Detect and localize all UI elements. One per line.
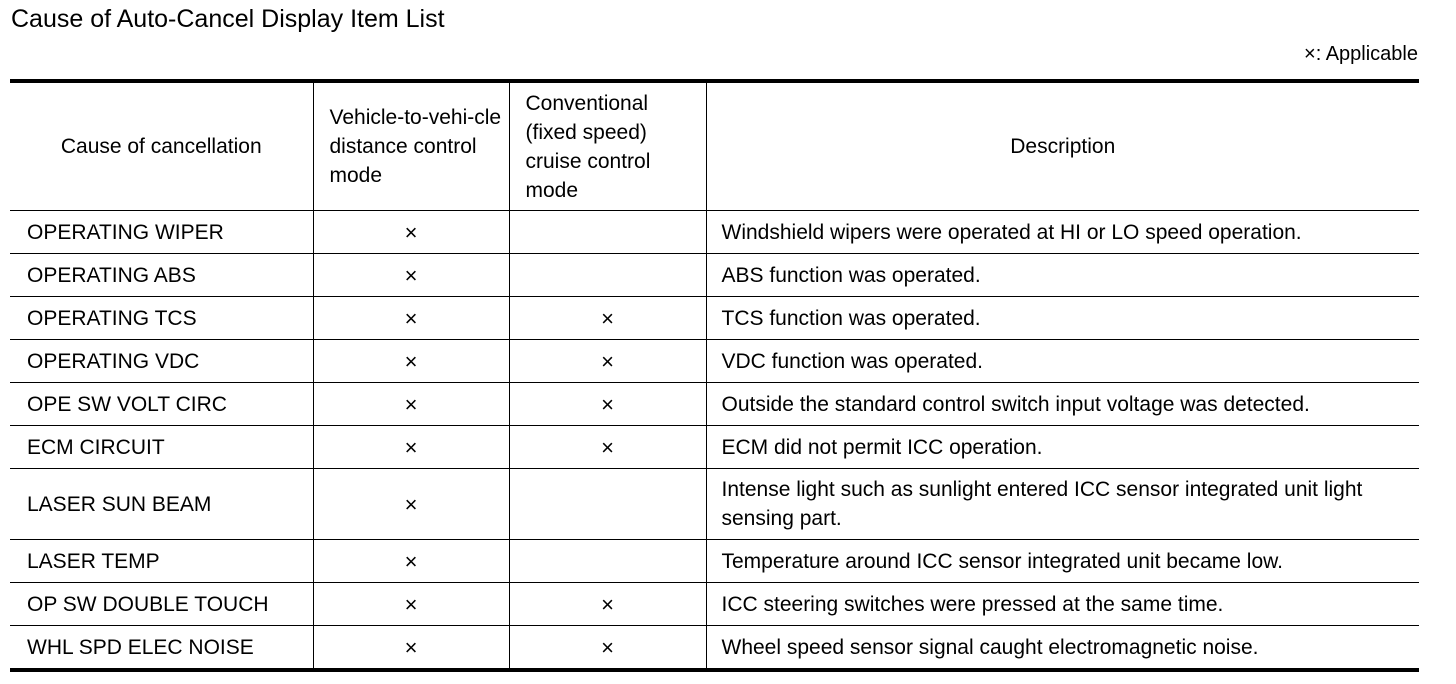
vehicle-to-vehicle-mark: × xyxy=(313,254,509,297)
page-title: Cause of Auto-Cancel Display Item List xyxy=(11,5,445,33)
cause-cell: WHL SPD ELEC NOISE xyxy=(10,626,313,671)
cause-cell: OPE SW VOLT CIRC xyxy=(10,383,313,426)
description-cell: ICC steering switches were pressed at the same time. xyxy=(706,583,1419,626)
table-row xyxy=(10,583,1419,626)
vehicle-to-vehicle-mark: × xyxy=(313,211,509,254)
conventional-mark: × xyxy=(509,340,706,383)
description-cell: VDC function was operated. xyxy=(706,340,1419,383)
description-cell: Temperature around ICC sensor integrated unit became low. xyxy=(706,540,1419,583)
description-cell: ECM did not permit ICC operation. xyxy=(706,426,1419,469)
header-conventional-mode: Conventional (fixed speed) cruise control mode xyxy=(509,81,706,211)
conventional-mark xyxy=(509,540,706,583)
vehicle-to-vehicle-mark: × xyxy=(313,340,509,383)
cause-cell: LASER SUN BEAM xyxy=(10,469,313,540)
cause-cell: ECM CIRCUIT xyxy=(10,426,313,469)
cause-cell: OPERATING ABS xyxy=(10,254,313,297)
header-vehicle-to-vehicle-mode: Vehicle-to-vehi-cle distance control mode xyxy=(313,81,509,211)
description-cell: Outside the standard control switch input voltage was detected. xyxy=(706,383,1419,426)
description-cell: Windshield wipers were operated at HI or LO speed operation. xyxy=(706,211,1419,254)
cause-cell: OP SW DOUBLE TOUCH xyxy=(10,583,313,626)
applicable-legend: ×: Applicable xyxy=(1304,43,1418,65)
cause-cell: OPERATING WIPER xyxy=(10,211,313,254)
vehicle-to-vehicle-mark: × xyxy=(313,297,509,340)
cause-cell: LASER TEMP xyxy=(10,540,313,583)
table-row xyxy=(10,340,1419,383)
conventional-mark xyxy=(509,469,706,540)
header-cause-of-cancellation: Cause of cancellation xyxy=(10,81,313,211)
table-row xyxy=(10,469,1419,540)
vehicle-to-vehicle-mark: × xyxy=(313,383,509,426)
description-cell: ABS function was operated. xyxy=(706,254,1419,297)
conventional-mark xyxy=(509,254,706,297)
vehicle-to-vehicle-mark: × xyxy=(313,426,509,469)
conventional-mark: × xyxy=(509,583,706,626)
vehicle-to-vehicle-mark: × xyxy=(313,540,509,583)
conventional-mark: × xyxy=(509,426,706,469)
header-description: Description xyxy=(706,81,1419,211)
conventional-mark: × xyxy=(509,383,706,426)
conventional-mark xyxy=(509,211,706,254)
vehicle-to-vehicle-mark: × xyxy=(313,583,509,626)
vehicle-to-vehicle-mark: × xyxy=(313,626,509,671)
conventional-mark: × xyxy=(509,297,706,340)
cause-cell: OPERATING TCS xyxy=(10,297,313,340)
table-row xyxy=(10,211,1419,254)
description-cell: Wheel speed sensor signal caught electromagnetic noise. xyxy=(706,626,1419,671)
table-row xyxy=(10,297,1419,340)
conventional-mark: × xyxy=(509,626,706,671)
cause-cell: OPERATING VDC xyxy=(10,340,313,383)
table-row xyxy=(10,626,1419,671)
vehicle-to-vehicle-mark: × xyxy=(313,469,509,540)
table-row xyxy=(10,540,1419,583)
table-row xyxy=(10,426,1419,469)
auto-cancel-table xyxy=(10,79,1419,672)
description-cell: TCS function was operated. xyxy=(706,297,1419,340)
table-row xyxy=(10,383,1419,426)
description-cell: Intense light such as sunlight entered ICC sensor integrated unit light sensing part. xyxy=(706,469,1419,540)
table-row xyxy=(10,254,1419,297)
table-header-row xyxy=(10,81,1419,211)
